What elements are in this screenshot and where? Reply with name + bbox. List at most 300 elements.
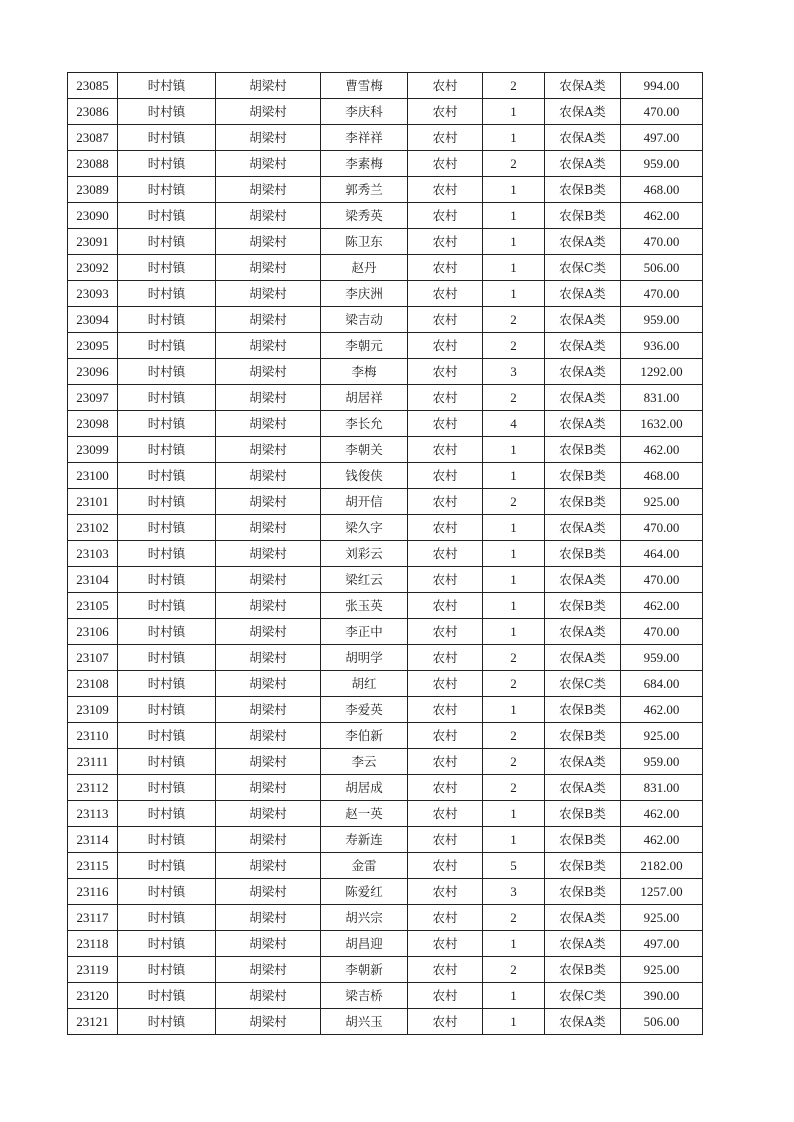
member-count-cell: 4: [483, 411, 545, 437]
amount-cell: 464.00: [621, 541, 703, 567]
table-row: [68, 73, 703, 99]
record-id-cell: 23110: [68, 723, 118, 749]
insurance-category-cell: 农保B类: [545, 463, 621, 489]
household-type-cell: 农村: [408, 697, 483, 723]
table-row: [68, 879, 703, 905]
insurance-category-cell: 农保A类: [545, 125, 621, 151]
town-cell: 时村镇: [118, 151, 216, 177]
village-cell: 胡梁村: [216, 593, 321, 619]
table-row: [68, 437, 703, 463]
household-type-cell: 农村: [408, 463, 483, 489]
record-id-cell: 23098: [68, 411, 118, 437]
table-row: [68, 99, 703, 125]
record-id-cell: 23101: [68, 489, 118, 515]
member-count-cell: 2: [483, 151, 545, 177]
member-count-cell: 1: [483, 931, 545, 957]
insurance-category-cell: 农保B类: [545, 801, 621, 827]
member-count-cell: 1: [483, 983, 545, 1009]
member-count-cell: 2: [483, 749, 545, 775]
person-name-cell: 胡兴玉: [321, 1009, 408, 1035]
village-cell: 胡梁村: [216, 619, 321, 645]
town-cell: 时村镇: [118, 593, 216, 619]
insurance-category-cell: 农保A类: [545, 931, 621, 957]
person-name-cell: 胡明学: [321, 645, 408, 671]
household-type-cell: 农村: [408, 853, 483, 879]
record-id-cell: 23107: [68, 645, 118, 671]
table-row: [68, 619, 703, 645]
table-row: [68, 411, 703, 437]
town-cell: 时村镇: [118, 281, 216, 307]
record-id-cell: 23092: [68, 255, 118, 281]
insurance-category-cell: 农保A类: [545, 749, 621, 775]
village-cell: 胡梁村: [216, 229, 321, 255]
table-row: [68, 593, 703, 619]
amount-cell: 831.00: [621, 385, 703, 411]
town-cell: 时村镇: [118, 983, 216, 1009]
insurance-category-cell: 农保B类: [545, 437, 621, 463]
town-cell: 时村镇: [118, 567, 216, 593]
village-cell: 胡梁村: [216, 671, 321, 697]
amount-cell: 831.00: [621, 775, 703, 801]
record-id-cell: 23104: [68, 567, 118, 593]
town-cell: 时村镇: [118, 515, 216, 541]
insurance-category-cell: 农保A类: [545, 645, 621, 671]
village-cell: 胡梁村: [216, 931, 321, 957]
member-count-cell: 2: [483, 73, 545, 99]
village-cell: 胡梁村: [216, 697, 321, 723]
town-cell: 时村镇: [118, 723, 216, 749]
amount-cell: 470.00: [621, 99, 703, 125]
town-cell: 时村镇: [118, 125, 216, 151]
amount-cell: 470.00: [621, 567, 703, 593]
person-name-cell: 赵丹: [321, 255, 408, 281]
member-count-cell: 1: [483, 515, 545, 541]
table-row: [68, 801, 703, 827]
town-cell: 时村镇: [118, 385, 216, 411]
person-name-cell: 胡居成: [321, 775, 408, 801]
household-type-cell: 农村: [408, 827, 483, 853]
amount-cell: 497.00: [621, 931, 703, 957]
member-count-cell: 1: [483, 229, 545, 255]
village-cell: 胡梁村: [216, 203, 321, 229]
household-type-cell: 农村: [408, 151, 483, 177]
person-name-cell: 梁秀英: [321, 203, 408, 229]
person-name-cell: 李伯新: [321, 723, 408, 749]
amount-cell: 959.00: [621, 645, 703, 671]
village-cell: 胡梁村: [216, 957, 321, 983]
record-id-cell: 23091: [68, 229, 118, 255]
member-count-cell: 1: [483, 281, 545, 307]
table-body: [68, 73, 703, 1035]
person-name-cell: 李梅: [321, 359, 408, 385]
table-row: [68, 567, 703, 593]
town-cell: 时村镇: [118, 73, 216, 99]
member-count-cell: 1: [483, 801, 545, 827]
record-id-cell: 23115: [68, 853, 118, 879]
table-row: [68, 827, 703, 853]
record-id-cell: 23113: [68, 801, 118, 827]
amount-cell: 462.00: [621, 437, 703, 463]
village-cell: 胡梁村: [216, 463, 321, 489]
amount-cell: 925.00: [621, 957, 703, 983]
person-name-cell: 胡兴宗: [321, 905, 408, 931]
village-cell: 胡梁村: [216, 567, 321, 593]
amount-cell: 1257.00: [621, 879, 703, 905]
household-type-cell: 农村: [408, 905, 483, 931]
insurance-category-cell: 农保C类: [545, 671, 621, 697]
insurance-category-cell: 农保A类: [545, 619, 621, 645]
amount-cell: 959.00: [621, 307, 703, 333]
member-count-cell: 1: [483, 255, 545, 281]
household-type-cell: 农村: [408, 437, 483, 463]
amount-cell: 390.00: [621, 983, 703, 1009]
amount-cell: 506.00: [621, 1009, 703, 1035]
member-count-cell: 1: [483, 1009, 545, 1035]
insurance-category-cell: 农保B类: [545, 541, 621, 567]
table-row: [68, 931, 703, 957]
table-row: [68, 541, 703, 567]
insurance-category-cell: 农保B类: [545, 723, 621, 749]
record-id-cell: 23089: [68, 177, 118, 203]
household-type-cell: 农村: [408, 255, 483, 281]
village-cell: 胡梁村: [216, 437, 321, 463]
person-name-cell: 张玉英: [321, 593, 408, 619]
person-name-cell: 李爱英: [321, 697, 408, 723]
amount-cell: 1632.00: [621, 411, 703, 437]
household-type-cell: 农村: [408, 99, 483, 125]
record-id-cell: 23093: [68, 281, 118, 307]
person-name-cell: 胡红: [321, 671, 408, 697]
household-type-cell: 农村: [408, 957, 483, 983]
record-id-cell: 23103: [68, 541, 118, 567]
insurance-category-cell: 农保A类: [545, 567, 621, 593]
insurance-category-cell: 农保B类: [545, 593, 621, 619]
village-cell: 胡梁村: [216, 983, 321, 1009]
household-type-cell: 农村: [408, 125, 483, 151]
record-id-cell: 23099: [68, 437, 118, 463]
record-id-cell: 23119: [68, 957, 118, 983]
town-cell: 时村镇: [118, 645, 216, 671]
member-count-cell: 1: [483, 619, 545, 645]
household-type-cell: 农村: [408, 749, 483, 775]
village-cell: 胡梁村: [216, 151, 321, 177]
household-type-cell: 农村: [408, 567, 483, 593]
insurance-category-cell: 农保A类: [545, 333, 621, 359]
household-type-cell: 农村: [408, 307, 483, 333]
insurance-category-cell: 农保A类: [545, 307, 621, 333]
village-cell: 胡梁村: [216, 801, 321, 827]
town-cell: 时村镇: [118, 697, 216, 723]
record-id-cell: 23094: [68, 307, 118, 333]
person-name-cell: 李朝关: [321, 437, 408, 463]
person-name-cell: 李素梅: [321, 151, 408, 177]
village-cell: 胡梁村: [216, 255, 321, 281]
table-row: [68, 359, 703, 385]
record-id-cell: 23095: [68, 333, 118, 359]
village-cell: 胡梁村: [216, 385, 321, 411]
table-row: [68, 749, 703, 775]
household-type-cell: 农村: [408, 73, 483, 99]
table-row: [68, 645, 703, 671]
member-count-cell: 2: [483, 645, 545, 671]
member-count-cell: 2: [483, 489, 545, 515]
town-cell: 时村镇: [118, 437, 216, 463]
village-cell: 胡梁村: [216, 99, 321, 125]
person-name-cell: 胡开信: [321, 489, 408, 515]
household-type-cell: 农村: [408, 671, 483, 697]
insurance-category-cell: 农保A类: [545, 151, 621, 177]
household-type-cell: 农村: [408, 203, 483, 229]
member-count-cell: 1: [483, 125, 545, 151]
person-name-cell: 刘彩云: [321, 541, 408, 567]
village-cell: 胡梁村: [216, 1009, 321, 1035]
household-type-cell: 农村: [408, 541, 483, 567]
person-name-cell: 李朝元: [321, 333, 408, 359]
table-row: [68, 515, 703, 541]
town-cell: 时村镇: [118, 905, 216, 931]
household-type-cell: 农村: [408, 229, 483, 255]
insurance-category-cell: 农保A类: [545, 359, 621, 385]
table-row: [68, 203, 703, 229]
household-type-cell: 农村: [408, 1009, 483, 1035]
village-cell: 胡梁村: [216, 879, 321, 905]
insurance-category-cell: 农保C类: [545, 983, 621, 1009]
table-row: [68, 1009, 703, 1035]
town-cell: 时村镇: [118, 541, 216, 567]
town-cell: 时村镇: [118, 463, 216, 489]
record-id-cell: 23100: [68, 463, 118, 489]
town-cell: 时村镇: [118, 827, 216, 853]
person-name-cell: 钱俊侠: [321, 463, 408, 489]
insurance-category-cell: 农保B类: [545, 957, 621, 983]
amount-cell: 925.00: [621, 489, 703, 515]
person-name-cell: 赵一英: [321, 801, 408, 827]
amount-cell: 684.00: [621, 671, 703, 697]
record-id-cell: 23111: [68, 749, 118, 775]
household-type-cell: 农村: [408, 385, 483, 411]
town-cell: 时村镇: [118, 671, 216, 697]
insurance-category-cell: 农保A类: [545, 99, 621, 125]
member-count-cell: 2: [483, 723, 545, 749]
record-id-cell: 23106: [68, 619, 118, 645]
town-cell: 时村镇: [118, 359, 216, 385]
person-name-cell: 梁久字: [321, 515, 408, 541]
household-type-cell: 农村: [408, 879, 483, 905]
village-cell: 胡梁村: [216, 281, 321, 307]
insurance-category-cell: 农保B类: [545, 203, 621, 229]
amount-cell: 470.00: [621, 619, 703, 645]
table-row: [68, 983, 703, 1009]
amount-cell: 468.00: [621, 177, 703, 203]
insurance-category-cell: 农保B类: [545, 489, 621, 515]
insurance-category-cell: 农保B类: [545, 879, 621, 905]
person-name-cell: 梁红云: [321, 567, 408, 593]
insurance-category-cell: 农保B类: [545, 827, 621, 853]
person-name-cell: 李庆洲: [321, 281, 408, 307]
table-row: [68, 463, 703, 489]
amount-cell: 470.00: [621, 281, 703, 307]
record-id-cell: 23121: [68, 1009, 118, 1035]
town-cell: 时村镇: [118, 411, 216, 437]
amount-cell: 925.00: [621, 905, 703, 931]
person-name-cell: 梁吉动: [321, 307, 408, 333]
household-type-cell: 农村: [408, 411, 483, 437]
table-row: [68, 671, 703, 697]
village-cell: 胡梁村: [216, 827, 321, 853]
record-id-cell: 23102: [68, 515, 118, 541]
person-name-cell: 李云: [321, 749, 408, 775]
table-row: [68, 307, 703, 333]
amount-cell: 470.00: [621, 515, 703, 541]
town-cell: 时村镇: [118, 853, 216, 879]
member-count-cell: 2: [483, 385, 545, 411]
household-type-cell: 农村: [408, 801, 483, 827]
member-count-cell: 3: [483, 879, 545, 905]
town-cell: 时村镇: [118, 749, 216, 775]
amount-cell: 1292.00: [621, 359, 703, 385]
village-cell: 胡梁村: [216, 73, 321, 99]
insurance-category-cell: 农保A类: [545, 281, 621, 307]
table-row: [68, 957, 703, 983]
household-type-cell: 农村: [408, 775, 483, 801]
town-cell: 时村镇: [118, 775, 216, 801]
insurance-category-cell: 农保A类: [545, 515, 621, 541]
insurance-category-cell: 农保A类: [545, 229, 621, 255]
village-cell: 胡梁村: [216, 515, 321, 541]
town-cell: 时村镇: [118, 879, 216, 905]
insurance-category-cell: 农保A类: [545, 775, 621, 801]
table-row: [68, 177, 703, 203]
table-row: [68, 775, 703, 801]
record-id-cell: 23090: [68, 203, 118, 229]
member-count-cell: 1: [483, 203, 545, 229]
household-type-cell: 农村: [408, 619, 483, 645]
amount-cell: 959.00: [621, 151, 703, 177]
person-name-cell: 李朝新: [321, 957, 408, 983]
person-name-cell: 胡昌迎: [321, 931, 408, 957]
table-row: [68, 281, 703, 307]
record-id-cell: 23088: [68, 151, 118, 177]
household-type-cell: 农村: [408, 723, 483, 749]
town-cell: 时村镇: [118, 99, 216, 125]
amount-cell: 497.00: [621, 125, 703, 151]
member-count-cell: 1: [483, 177, 545, 203]
member-count-cell: 3: [483, 359, 545, 385]
person-name-cell: 梁吉桥: [321, 983, 408, 1009]
member-count-cell: 1: [483, 593, 545, 619]
member-count-cell: 2: [483, 775, 545, 801]
member-count-cell: 1: [483, 541, 545, 567]
insurance-category-cell: 农保A类: [545, 1009, 621, 1035]
village-cell: 胡梁村: [216, 489, 321, 515]
person-name-cell: 李庆科: [321, 99, 408, 125]
village-cell: 胡梁村: [216, 749, 321, 775]
household-type-cell: 农村: [408, 489, 483, 515]
record-id-cell: 23112: [68, 775, 118, 801]
person-name-cell: 郭秀兰: [321, 177, 408, 203]
member-count-cell: 2: [483, 905, 545, 931]
household-type-cell: 农村: [408, 983, 483, 1009]
person-name-cell: 陈爱红: [321, 879, 408, 905]
record-id-cell: 23114: [68, 827, 118, 853]
table-row: [68, 385, 703, 411]
amount-cell: 2182.00: [621, 853, 703, 879]
village-cell: 胡梁村: [216, 541, 321, 567]
member-count-cell: 2: [483, 957, 545, 983]
record-id-cell: 23105: [68, 593, 118, 619]
record-id-cell: 23116: [68, 879, 118, 905]
person-name-cell: 金雷: [321, 853, 408, 879]
town-cell: 时村镇: [118, 255, 216, 281]
table-row: [68, 333, 703, 359]
village-cell: 胡梁村: [216, 333, 321, 359]
person-name-cell: 陈卫东: [321, 229, 408, 255]
table-row: [68, 151, 703, 177]
amount-cell: 959.00: [621, 749, 703, 775]
town-cell: 时村镇: [118, 619, 216, 645]
insurance-category-cell: 农保A类: [545, 385, 621, 411]
town-cell: 时村镇: [118, 489, 216, 515]
member-count-cell: 1: [483, 827, 545, 853]
table-row: [68, 489, 703, 515]
village-cell: 胡梁村: [216, 853, 321, 879]
household-type-cell: 农村: [408, 931, 483, 957]
household-type-cell: 农村: [408, 359, 483, 385]
town-cell: 时村镇: [118, 1009, 216, 1035]
amount-cell: 925.00: [621, 723, 703, 749]
household-type-cell: 农村: [408, 515, 483, 541]
insurance-category-cell: 农保A类: [545, 411, 621, 437]
member-count-cell: 2: [483, 333, 545, 359]
record-id-cell: 23086: [68, 99, 118, 125]
town-cell: 时村镇: [118, 333, 216, 359]
village-cell: 胡梁村: [216, 359, 321, 385]
amount-cell: 470.00: [621, 229, 703, 255]
beneficiary-table: [67, 72, 703, 1035]
village-cell: 胡梁村: [216, 645, 321, 671]
record-id-cell: 23096: [68, 359, 118, 385]
member-count-cell: 1: [483, 99, 545, 125]
member-count-cell: 5: [483, 853, 545, 879]
table-row: [68, 723, 703, 749]
amount-cell: 468.00: [621, 463, 703, 489]
household-type-cell: 农村: [408, 177, 483, 203]
table-row: [68, 697, 703, 723]
amount-cell: 506.00: [621, 255, 703, 281]
person-name-cell: 胡居祥: [321, 385, 408, 411]
table-row: [68, 853, 703, 879]
member-count-cell: 1: [483, 697, 545, 723]
person-name-cell: 李长允: [321, 411, 408, 437]
member-count-cell: 2: [483, 671, 545, 697]
village-cell: 胡梁村: [216, 177, 321, 203]
insurance-category-cell: 农保C类: [545, 255, 621, 281]
record-id-cell: 23109: [68, 697, 118, 723]
record-id-cell: 23117: [68, 905, 118, 931]
amount-cell: 936.00: [621, 333, 703, 359]
household-type-cell: 农村: [408, 593, 483, 619]
insurance-category-cell: 农保B类: [545, 853, 621, 879]
table-row: [68, 125, 703, 151]
amount-cell: 462.00: [621, 827, 703, 853]
record-id-cell: 23087: [68, 125, 118, 151]
amount-cell: 462.00: [621, 801, 703, 827]
insurance-category-cell: 农保A类: [545, 905, 621, 931]
person-name-cell: 寿新连: [321, 827, 408, 853]
town-cell: 时村镇: [118, 931, 216, 957]
table-row: [68, 255, 703, 281]
household-type-cell: 农村: [408, 281, 483, 307]
